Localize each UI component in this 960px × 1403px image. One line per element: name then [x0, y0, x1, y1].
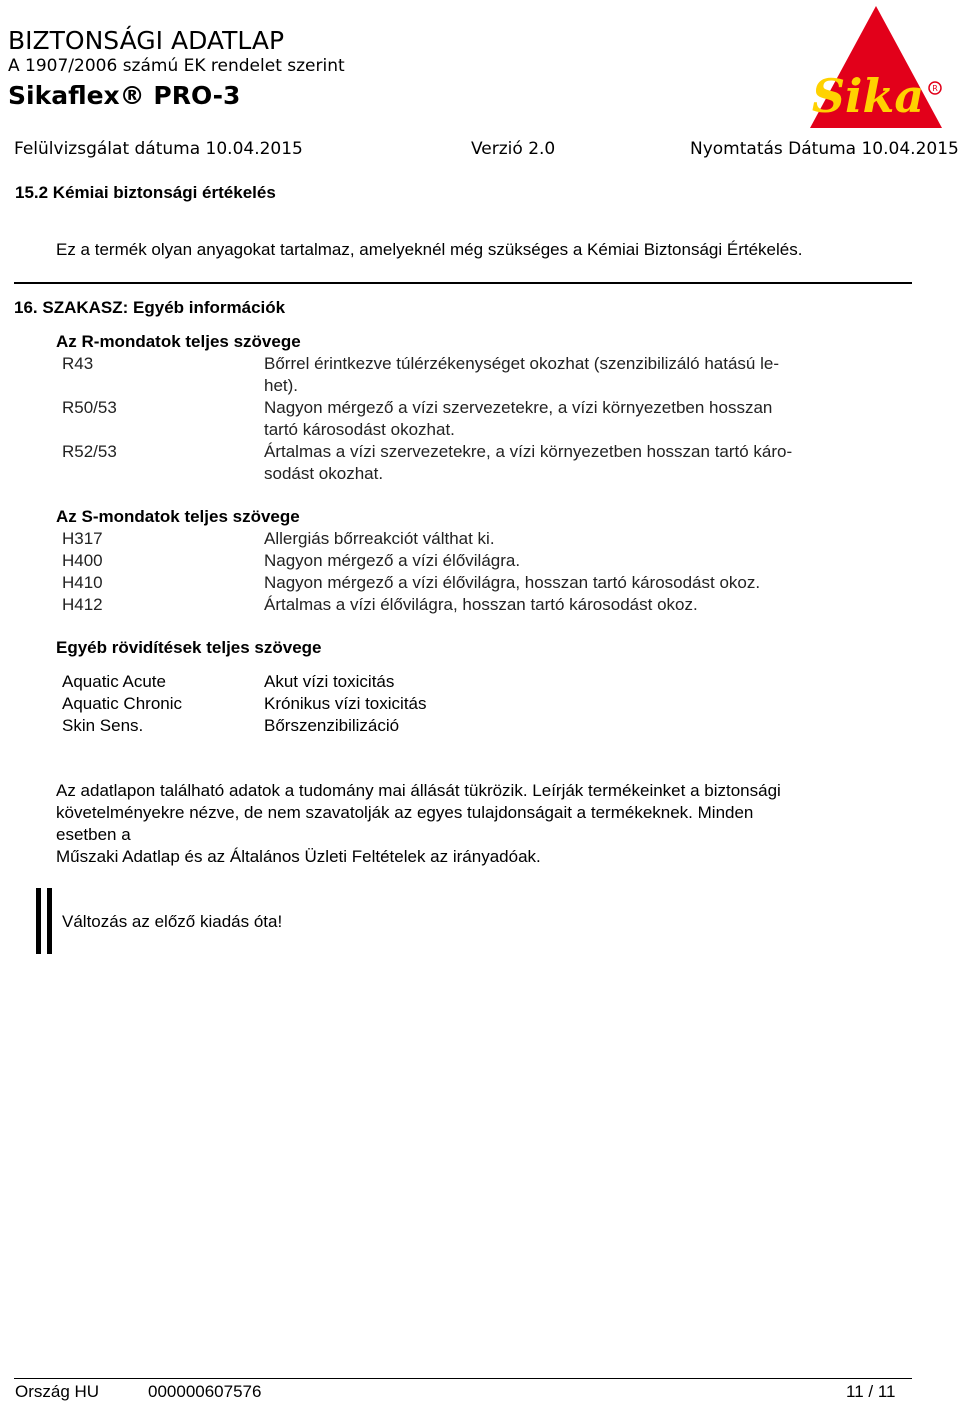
change-bar	[36, 888, 41, 954]
document-title: BIZTONSÁGI ADATLAP	[8, 26, 285, 55]
revision-date: Felülvizsgálat dátuma 10.04.2015	[14, 139, 303, 159]
abbreviation-text: Krónikus vízi toxicitás	[264, 694, 427, 713]
change-note: Változás az előző kiadás óta!	[62, 912, 283, 931]
disclaimer-line: Műszaki Adatlap és az Általános Üzleti Feltételek az irányadóak.	[56, 847, 541, 866]
section-16-heading: 16. SZAKASZ: Egyéb információk	[14, 298, 286, 317]
footer-doc-number: 000000607576	[148, 1382, 262, 1401]
change-bar	[47, 888, 52, 954]
version: Verzió 2.0	[471, 139, 556, 159]
r-phrase-code: R52/53	[62, 442, 117, 461]
r-phrases-heading: Az R-mondatok teljes szövege	[56, 332, 301, 351]
disclaimer-line: követelményekre nézve, de nem szavatolják az egyes tulajdonságait a termékeknek. Minden	[56, 803, 754, 822]
footer-page-number: 11 / 11	[846, 1382, 896, 1401]
r-phrase-text: tartó károsodást okozhat.	[264, 420, 455, 439]
r-phrase-code: R50/53	[62, 398, 117, 417]
print-date: Nyomtatás Dátuma 10.04.2015	[690, 139, 959, 159]
abbreviations-heading: Egyéb rövidítések teljes szövege	[56, 638, 322, 657]
section-15-2-text: Ez a termék olyan anyagokat tartalmaz, amelyeknél még szükséges a Kémiai Biztonsági Értékelés.	[56, 240, 803, 259]
s-phrase-code: H400	[62, 551, 103, 570]
abbreviation-code: Skin Sens.	[62, 716, 144, 735]
disclaimer-line: Az adatlapon található adatok a tudomány mai állását tükrözik. Leírják termékeinket a biztonsági	[56, 781, 781, 800]
abbreviation-code: Aquatic Acute	[62, 672, 166, 691]
r-phrase-text: sodást okozhat.	[264, 464, 384, 483]
s-phrase-text: Nagyon mérgező a vízi élővilágra.	[264, 551, 521, 570]
abbreviation-code: Aquatic Chronic	[62, 694, 183, 713]
footer-divider	[14, 1378, 912, 1379]
sika-logo	[806, 4, 946, 132]
section-divider	[14, 282, 912, 284]
section-15-2-heading: 15.2 Kémiai biztonsági értékelés	[15, 183, 276, 202]
s-phrase-code: H412	[62, 595, 103, 614]
r-phrase-text: Bőrrel érintkezve túlérzékenységet okozhat (szenzibilizáló hatású le-	[264, 354, 779, 373]
product-name: Sikaflex® PRO-3	[8, 81, 241, 110]
r-phrase-text: Ártalmas a vízi szervezetekre, a vízi környezetben hosszan tartó káro-	[264, 442, 793, 461]
r-phrase-code: R43	[62, 354, 94, 373]
abbreviation-text: Bőrszenzibilizáció	[264, 716, 400, 735]
s-phrase-code: H317	[62, 529, 103, 548]
s-phrase-text: Nagyon mérgező a vízi élővilágra, hosszan tartó károsodást okoz.	[264, 573, 761, 592]
logo-text: Sika	[811, 69, 925, 123]
s-phrase-text: Ártalmas a vízi élővilágra, hosszan tartó károsodást okoz.	[264, 595, 698, 614]
s-phrase-text: Allergiás bőrreakciót válthat ki.	[264, 529, 495, 548]
s-phrases-heading: Az S-mondatok teljes szövege	[56, 507, 300, 526]
s-phrase-code: H410	[62, 573, 103, 592]
footer-country: Ország HU	[15, 1382, 100, 1401]
r-phrase-text: Nagyon mérgező a vízi szervezetekre, a vízi környezetben hosszan	[264, 398, 773, 417]
abbreviation-text: Akut vízi toxicitás	[264, 672, 395, 691]
r-phrase-text: het).	[264, 376, 299, 395]
svg-text:R: R	[932, 84, 938, 93]
regulation-subtitle: A 1907/2006 számú EK rendelet szerint	[8, 56, 345, 76]
disclaimer-line: esetben a	[56, 825, 131, 844]
